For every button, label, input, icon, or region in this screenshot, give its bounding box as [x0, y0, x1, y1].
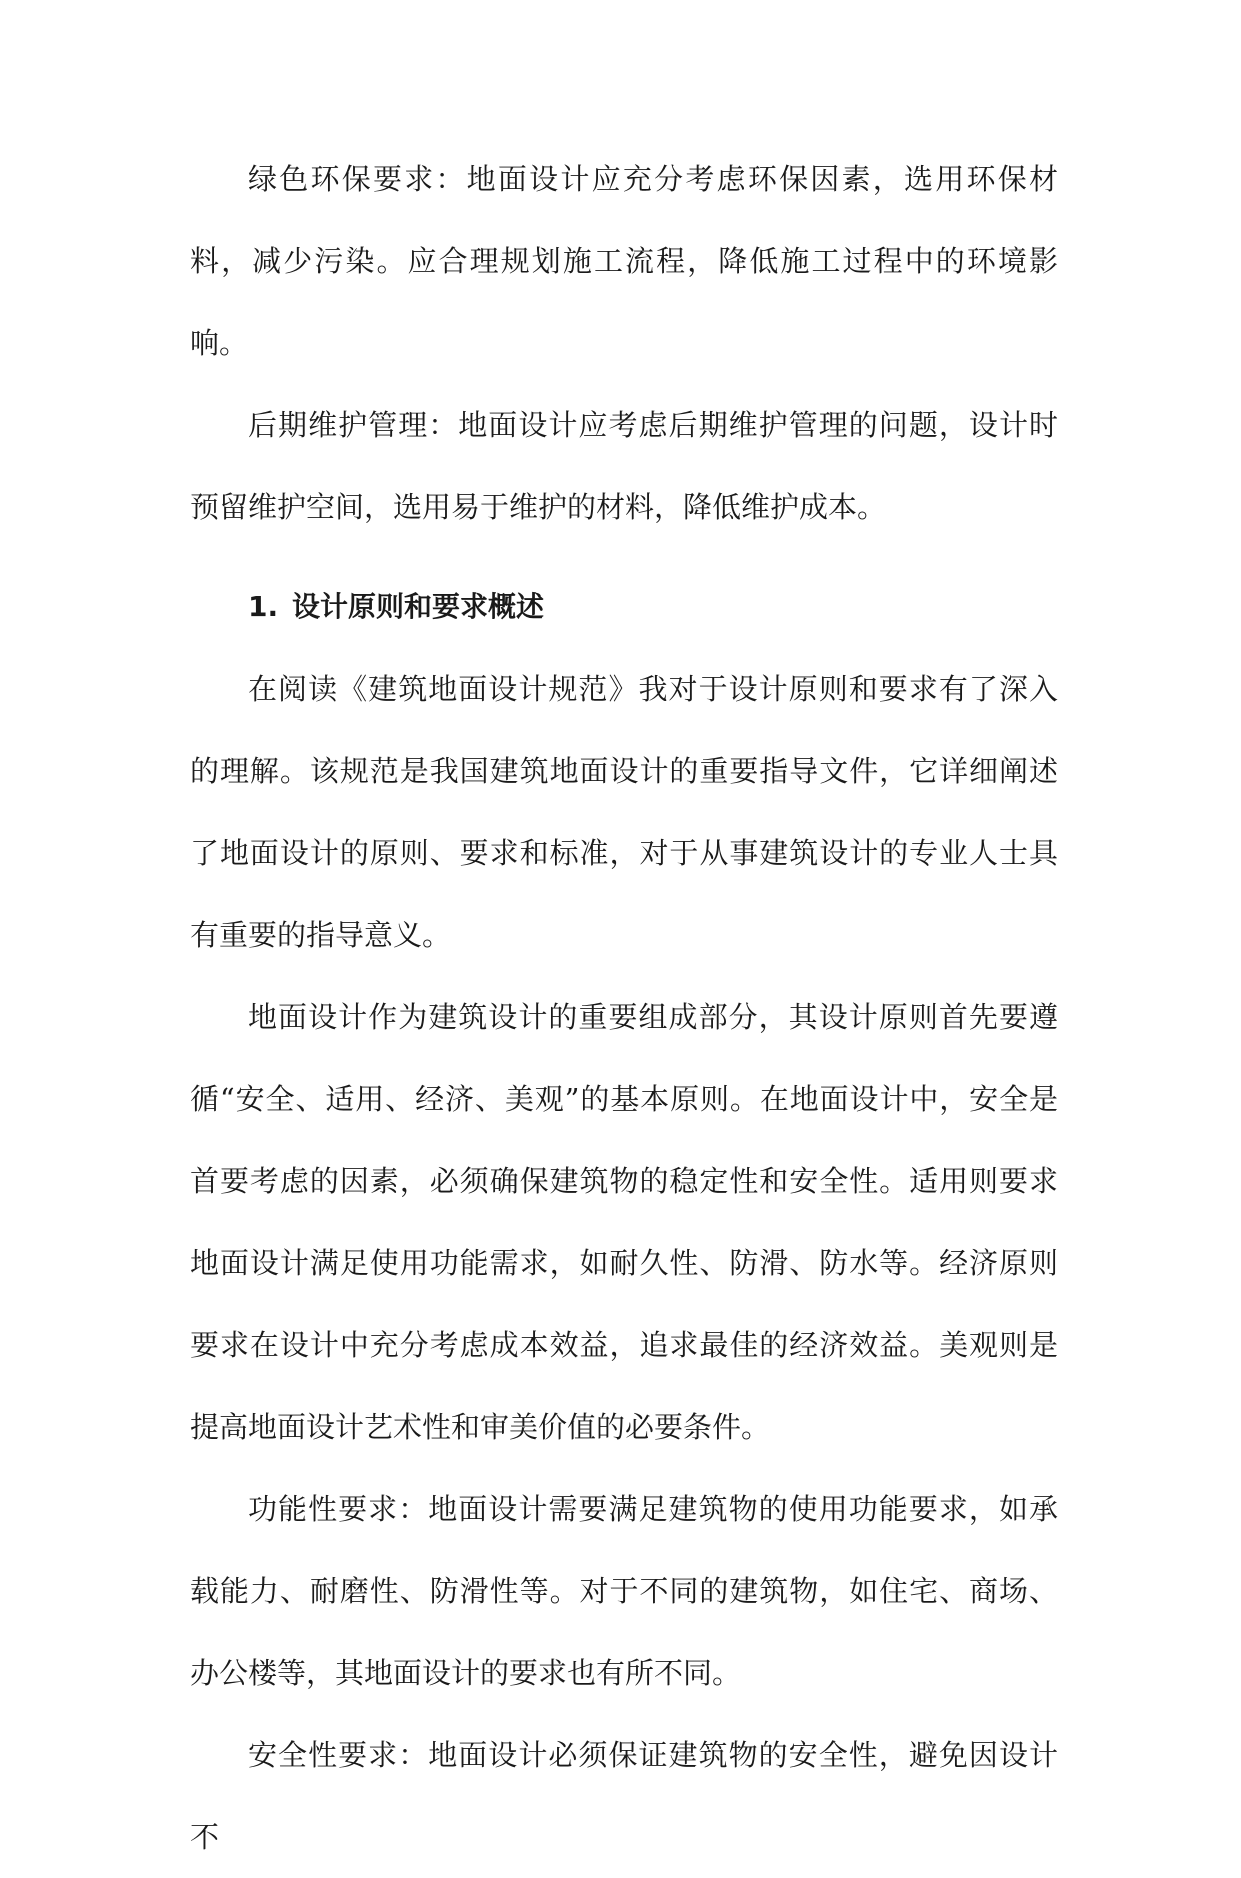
- paragraph-green-environmental: 绿色环保要求：地面设计应充分考虑环保因素，选用环保材料，减少污染。应合理规划施工流程，降低施工过程中的环境影响。: [190, 162, 1058, 360]
- paragraph-reading-spec: 在阅读《建筑地面设计规范》我对于设计原则和要求有了深入的理解。该规范是我国建筑地面设计的重要指导文件，它详细阐述了地面设计的原则、要求和标准，对于从事建筑设计的专业人士具有重要的指导意义。: [190, 672, 1058, 952]
- section-heading: [190, 566, 1058, 648]
- paragraph-maintenance: 后期维护管理：地面设计应考虑后期维护管理的问题，设计时预留维护空间，选用易于维护的材料，降低维护成本。: [190, 408, 1058, 524]
- paragraph-safety-requirements: 安全性要求：地面设计必须保证建筑物的安全性，避免因设计不: [190, 1738, 1058, 1854]
- paragraph-functional-requirements: 功能性要求：地面设计需要满足建筑物的使用功能要求，如承载能力、耐磨性、防滑性等。对于不同的建筑物，如住宅、商场、办公楼等，其地面设计的要求也有所不同。: [190, 1492, 1058, 1690]
- paragraph-design-principles: 地面设计作为建筑设计的重要组成部分，其设计原则首先要遵循“安全、适用、经济、美观”的基本原则。在地面设计中，安全是首要考虑的因素，必须确保建筑物的稳定性和安全性。适用则要求地面设计满足使用功能需求，如耐久性、防滑、防水等。经济原则要求在设计中充分考虑成本效益，追求最佳的经济效益。美观则是提高地面设计艺术性和审美价值的必要条件。: [190, 1000, 1058, 1444]
- section-number: 1.: [248, 590, 279, 623]
- section-title: 设计原则和要求概述: [292, 590, 545, 623]
- document-body: [190, 138, 1058, 1878]
